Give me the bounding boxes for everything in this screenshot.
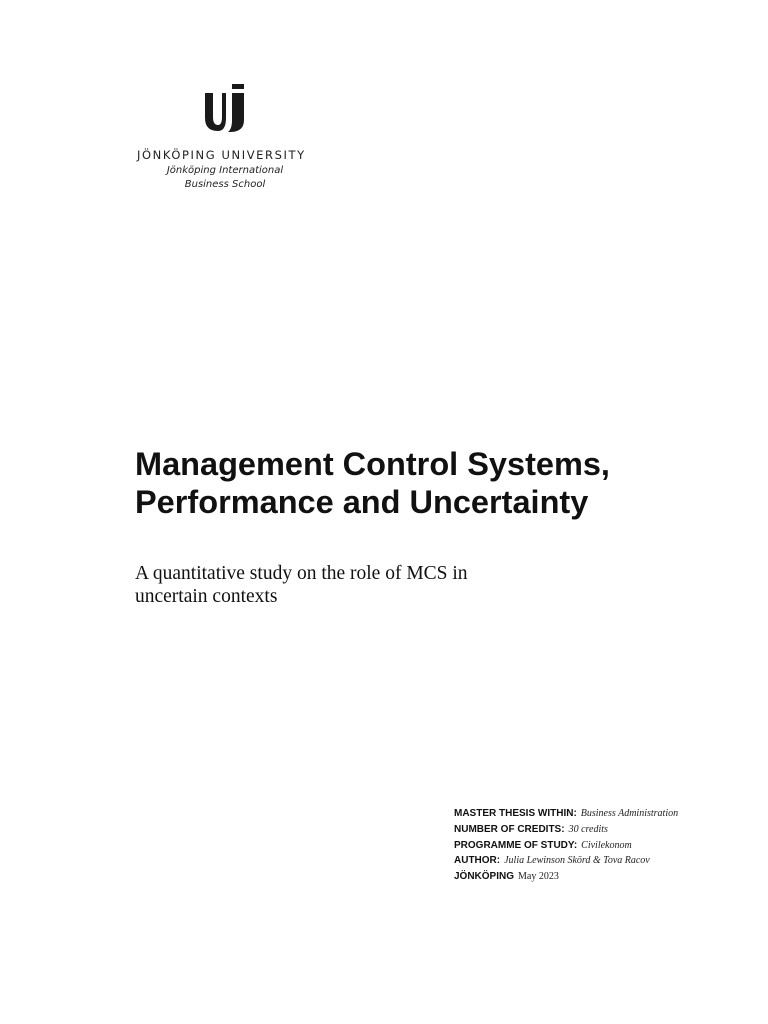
meta-thesis-value: Business Administration: [580, 808, 679, 819]
thesis-title-line2: Performance and Uncertainty: [135, 484, 589, 520]
school-name-line1: Jönköping International: [166, 165, 284, 176]
meta-place-value: May 2023: [518, 871, 559, 883]
school-name: [137, 164, 313, 191]
university-name: JÖNKÖPING UNIVERSITY: [137, 148, 306, 162]
thesis-subtitle-line2: uncertain contexts: [135, 586, 278, 607]
meta-author-key: AUTHOR:: [454, 855, 501, 867]
meta-credits-value: 30 credits: [568, 823, 608, 835]
meta-credits-key: NUMBER OF CREDITS:: [454, 823, 565, 835]
thesis-title: [135, 445, 735, 521]
meta-thesis-key: MASTER THESIS WITHIN:: [454, 808, 577, 819]
meta-author-value: Julia Lewinson Skörd & Tova Racov: [504, 855, 650, 867]
meta-row-thesis: [454, 803, 754, 819]
meta-place-key: JÖNKÖPING: [454, 871, 515, 883]
university-logo: [137, 84, 317, 194]
meta-programme-key: PROGRAMME OF STUDY:: [454, 839, 578, 851]
meta-row-programme: [454, 835, 754, 851]
thesis-subtitle-line1: A quantitative study on the role of MCS in: [135, 563, 468, 584]
thesis-metadata: [454, 803, 754, 882]
meta-row-credits: [454, 819, 754, 835]
meta-row-author: [454, 850, 754, 866]
thesis-subtitle: [135, 562, 555, 608]
meta-programme-value: Civilekonom: [581, 839, 632, 851]
school-name-line2: Business School: [184, 178, 266, 190]
university-logo-mark-icon: [205, 84, 245, 134]
thesis-title-line1: Management Control Systems,: [135, 446, 610, 482]
meta-row-place: [454, 866, 754, 882]
